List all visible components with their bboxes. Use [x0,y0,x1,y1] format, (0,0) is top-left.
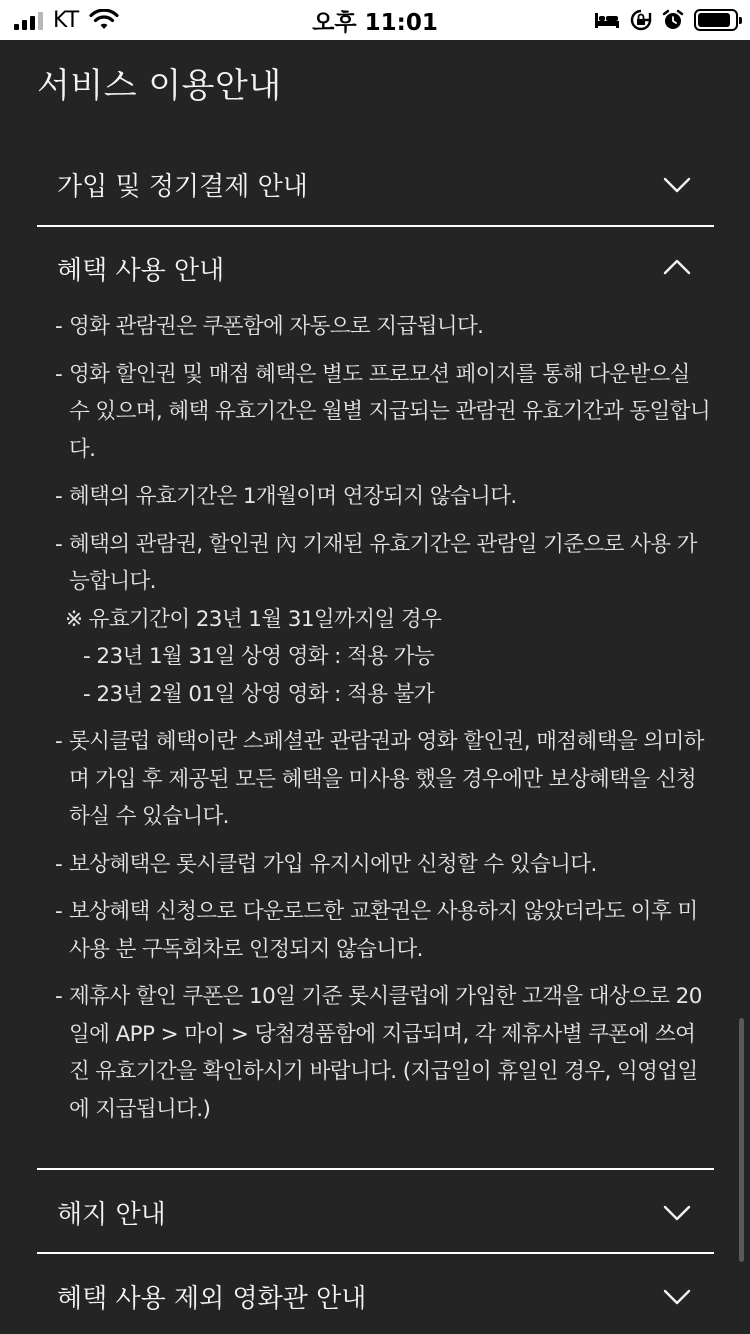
status-time: 오후 11:01 [312,10,438,36]
list-item: - 혜택의 유효기간은 1개월이며 연장되지 않습니다. [55,484,517,509]
chevron-down-icon[interactable] [662,172,692,196]
accordion-excluded-theaters[interactable] [37,1254,714,1334]
validity-note: ※ 유효기간이 23년 1월 31일까지일 경우 [65,606,442,632]
page-title: 서비스 이용안내 [37,66,282,106]
rotation-lock-icon [630,9,652,31]
benefit-usage-content [55,308,715,1138]
list-item: - 영화 관람권은 쿠폰함에 자동으로 지급됩니다. [55,314,484,339]
accordion-signup-billing[interactable] [37,142,714,226]
scrollbar[interactable] [739,1018,744,1262]
chevron-down-icon[interactable] [662,1200,692,1224]
status-right [594,6,738,34]
validity-case-applicable: - 23년 1월 31일 상영 영화 : 적용 가능 [83,644,434,669]
validity-case-not-applicable: - 23년 2월 01일 상영 영화 : 적용 불가 [83,681,434,707]
accordion-title: 혜택 사용 안내 [57,255,225,286]
battery-icon [694,9,738,31]
accordion-cancellation[interactable] [37,1170,714,1254]
sleep-bed-icon [594,10,620,30]
list-item: - 혜택의 관람권, 할인권 內 기재된 유효기간은 관람일 기준으로 사용 가능합니다. [55,531,697,594]
accordion-title: 혜택 사용 제외 영화관 안내 [57,1283,367,1314]
list-item: - 영화 할인권 및 매점 혜택은 별도 프로모션 페이지를 통해 다운받으실 수 있으며, 혜택 유효기간은 월별 지급되는 관람권 유효기간과 동일합니다. [55,361,711,462]
status-bar [0,0,750,40]
list-item: - 보상혜택 신청으로 다운로드한 교환권은 사용하지 않았더라도 이후 미사용 분 구독회차로 인정되지 않습니다. [55,899,698,962]
list-item: - 롯시클럽 혜택이란 스페셜관 관람권과 영화 할인권, 매점혜택을 의미하며 가입 후 제공된 모든 혜택을 미사용 했을 경우에만 보상혜택을 신청하실 수 있습니다. [55,729,704,829]
list-item: - 제휴사 할인 쿠폰은 10일 기준 롯시클럽에 가입한 고객을 대상으로 20일에 APP > 마이 > 당첨경품함에 지급되며, 각 제휴사별 쿠폰에 쓰여진 유효기간을 확인하시기 바랍니다. (지급일이 휴일인 경우, 익영업일에 지급됩니다.) [55,984,702,1122]
list-item: - 보상혜택은 롯시클럽 가입 유지시에만 신청할 수 있습니다. [55,851,597,877]
carrier-label: KT [53,7,80,33]
alarm-icon [662,9,684,31]
accordion-benefit-usage[interactable] [37,226,714,310]
chevron-down-icon[interactable] [662,1284,692,1308]
chevron-up-icon[interactable] [662,256,692,280]
accordion-title: 해지 안내 [57,1199,166,1230]
accordion-title: 가입 및 정기결제 안내 [57,171,308,202]
